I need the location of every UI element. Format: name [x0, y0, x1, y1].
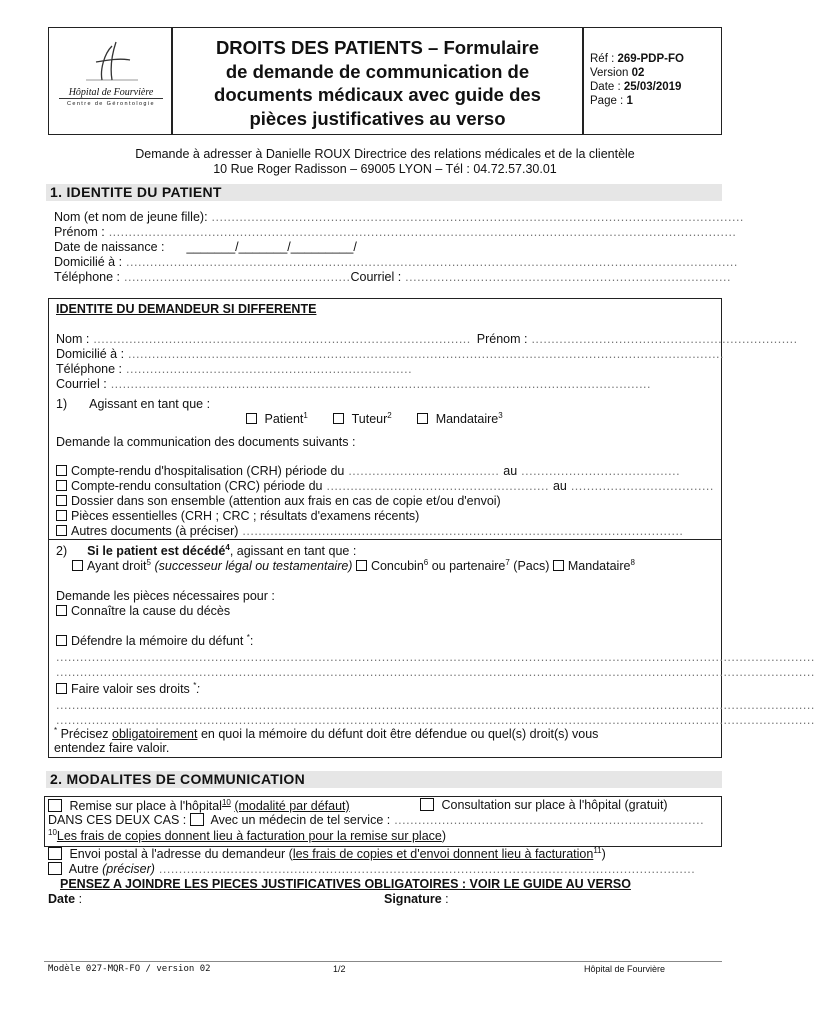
section2-title: 2. MODALITES DE COMMUNICATION: [50, 771, 305, 787]
header-divider-right: [582, 27, 584, 135]
option-tuteur[interactable]: Tuteur$^2$: [333, 412, 391, 426]
option-envoi-postal[interactable]: Envoi postal à l'adresse du demandeur (les frais de copies et d'envoi donnent lieu à facturation$^{11}$): [48, 846, 606, 861]
checkbox-mandataire[interactable]: [417, 413, 428, 424]
agissant-label: 1) Agissant en tant que :: [56, 397, 211, 411]
checkbox-concubin[interactable]: [356, 560, 367, 571]
option-mandataire-decede[interactable]: Mandataire$^8$: [553, 559, 635, 573]
hospital-logo: [56, 40, 166, 110]
checkbox-dossier[interactable]: [56, 495, 67, 506]
checkbox-memoire[interactable]: [56, 635, 67, 646]
droits-line-2[interactable]: ...............................................................................................................................................................................................: [56, 713, 815, 727]
doc-option-autres[interactable]: Autres documents (à préciser) ...............................................................................................................: [56, 524, 683, 538]
option-memoire[interactable]: Défendre la mémoire du défunt *:: [56, 633, 253, 648]
decede-options: [72, 558, 635, 573]
title-line-4: pièces justificatives au verso: [249, 107, 506, 129]
section1-title: 1. IDENTITE DU PATIENT: [50, 184, 222, 200]
signature-field[interactable]: Signature :: [384, 892, 449, 906]
checkbox-patient[interactable]: [246, 413, 257, 424]
demandeur-title: IDENTITE DU DEMANDEUR SI DIFFERENTE: [56, 302, 317, 316]
decede-note-line-2: entendez faire valoir.: [54, 741, 170, 755]
address-line-1: Demande à adresser à Danielle ROUX Directrice des relations médicales et de la clientèle: [135, 147, 635, 161]
demandeur-domicile-field[interactable]: Domicilié à : ......................................................................................................................................................: [56, 347, 724, 361]
doc-option-pieces[interactable]: Pièces essentielles (CRH ; CRC ; résultats d'examens récents): [56, 509, 419, 523]
doc-option-dossier[interactable]: Dossier dans son ensemble (attention aux frais en cas de copie et/ou d'envoi): [56, 494, 501, 508]
checkbox-pieces[interactable]: [56, 510, 67, 521]
decede-note-line-1: * Précisez obligatoirement en quoi la mémoire du défunt doit être défendue ou quel(s) droit(s) vous: [54, 726, 599, 742]
option-consultation[interactable]: Consultation sur place à l'hôpital (gratuit): [420, 798, 668, 812]
option-mandataire[interactable]: Mandataire$^3$: [417, 412, 502, 426]
memoire-line-2[interactable]: ...............................................................................................................................................................................................: [56, 665, 815, 679]
option-cause-deces[interactable]: Connaître la cause du décès: [56, 604, 230, 618]
logo-subtitle: Centre de Gérontologie: [67, 101, 155, 107]
demande-documents-label: Demande la communication des documents suivants :: [56, 435, 356, 449]
footer-rule: [44, 961, 722, 962]
logo-name: Hôpital de Fourvière: [59, 87, 163, 99]
option-patient[interactable]: Patient$^1$: [246, 412, 308, 426]
title-line-3: documents médicaux avec guide des: [214, 84, 541, 105]
meta-ref: Réf : 269-PDP-FO: [590, 53, 684, 65]
footer-center: 1/2: [333, 964, 346, 974]
patient-telephone-field[interactable]: Téléphone : .........................................................Courriel : ..................................................................................: [54, 270, 731, 284]
patient-prenom-field[interactable]: Prénom : ..............................................................................................................................................................: [54, 225, 737, 239]
checkbox-tuteur[interactable]: [333, 413, 344, 424]
address-line-2: 10 Rue Roger Radisson – 69005 LYON – Tél : 04.72.57.30.01: [213, 162, 557, 176]
dans-ces-deux-cas[interactable]: DANS CES DEUX CAS : Avec un médecin de tel service : ..............................................................................: [48, 813, 705, 827]
date-field[interactable]: Date :: [48, 892, 83, 906]
decede-divider: [48, 539, 722, 540]
meta-date: Date : 25/03/2019: [590, 81, 682, 93]
doc-meta: [590, 52, 684, 108]
checkbox-consultation[interactable]: [420, 798, 434, 811]
checkbox-mandataire-decede[interactable]: [553, 560, 564, 571]
title-line-1: DROITS DES PATIENTS – Formulaire: [215, 37, 540, 58]
doc-option-crc[interactable]: Compte-rendu consultation (CRC) période du ........................................................ au ....................................: [56, 479, 714, 493]
checkbox-cause-deces[interactable]: [56, 605, 67, 616]
memoire-line-1[interactable]: ...............................................................................................................................................................................................: [56, 650, 815, 664]
pensez-notice: PENSEZ A JOINDRE LES PIECES JUSTIFICATIVES OBLIGATOIRES : VOIR LE GUIDE AU VERSO: [60, 877, 631, 891]
demandeur-courriel-field[interactable]: Courriel : ........................................................................................................................................: [56, 377, 652, 391]
page-title: [173, 36, 582, 130]
checkbox-remise[interactable]: [48, 799, 62, 812]
option-remise-sur-place[interactable]: Remise sur place à l'hôpital$^{10}$ (modalité par défaut): [48, 798, 350, 813]
checkbox-crh[interactable]: [56, 465, 67, 476]
checkbox-faire-valoir[interactable]: [56, 683, 67, 694]
agissant-options: [246, 411, 503, 426]
checkbox-envoi[interactable]: [48, 847, 62, 860]
note-10: $^{10}$Les frais de copies donnent lieu à facturation pour la remise sur place): [48, 828, 447, 844]
demande-pieces-label: Demande les pièces nécessaires pour :: [56, 589, 275, 603]
footer-right: Hôpital de Fourvière: [584, 964, 666, 974]
decede-heading: 2) Si le patient est décédé$^4$, agissant en tant que :: [56, 543, 357, 559]
patient-nom-field[interactable]: Nom (et nom de jeune fille): ......................................................................................................................................: [54, 210, 744, 224]
option-ayant-droit[interactable]: Ayant droit$^5$ (successeur légal ou testamentaire): [72, 559, 356, 573]
checkbox-autre[interactable]: [48, 862, 62, 875]
logo-h-glyph: [56, 40, 166, 84]
option-autre[interactable]: Autre (préciser) .......................................................................................................................................: [48, 862, 695, 876]
checkbox-medecin[interactable]: [190, 813, 204, 826]
patient-naissance-field[interactable]: Date de naissance : _______/_______/_________/: [54, 240, 357, 254]
doc-option-crh[interactable]: Compte-rendu d'hospitalisation (CRH) période du ...................................... au ........................................: [56, 464, 680, 478]
meta-version: Version 02: [590, 67, 645, 79]
title-line-2: de demande de communication de: [225, 60, 530, 82]
checkbox-crc[interactable]: [56, 480, 67, 491]
checkbox-ayant-droit[interactable]: [72, 560, 83, 571]
demandeur-telephone-field[interactable]: Téléphone : ........................................................................: [56, 362, 413, 376]
footer-left: Modèle 027-MQR-FO / version 02: [48, 964, 211, 974]
checkbox-autres[interactable]: [56, 525, 67, 536]
demandeur-nom-field[interactable]: Nom : ............................................................................................... Prénom : ...................................................................: [56, 332, 798, 346]
droits-line-1[interactable]: ...............................................................................................................................................................................................: [56, 698, 815, 712]
option-faire-valoir[interactable]: Faire valoir ses droits *:: [56, 681, 200, 696]
option-concubin[interactable]: Concubin$^6$ ou partenaire$^7$ (Pacs): [356, 559, 553, 573]
patient-domicile-field[interactable]: Domicilié à : ..........................................................................................................................................................: [54, 255, 738, 269]
meta-page: Page : 1: [590, 95, 633, 107]
